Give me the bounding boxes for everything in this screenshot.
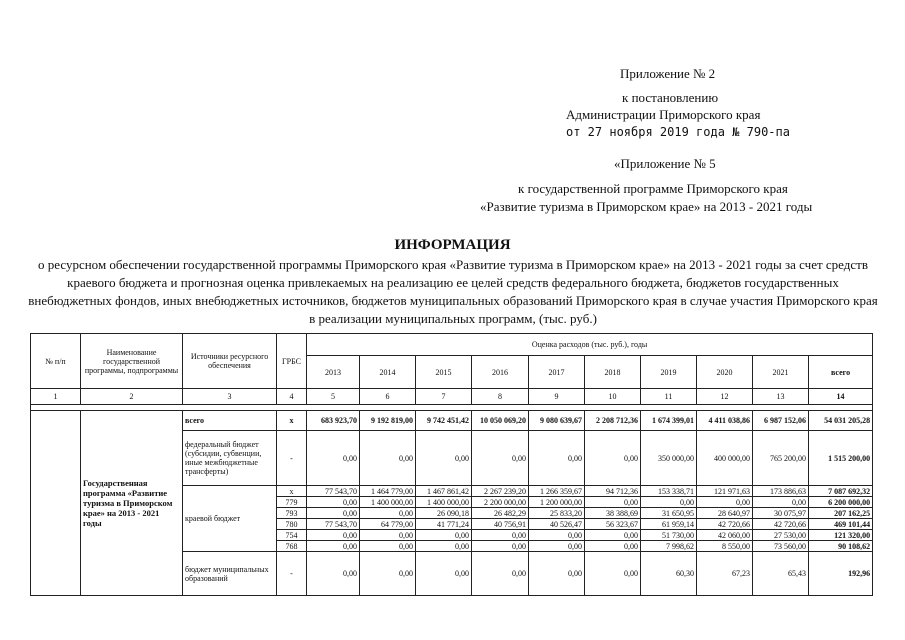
grbs-cell: - — [277, 552, 307, 596]
header-year: 2019 — [641, 356, 697, 389]
value-cell: 9 080 639,67 — [529, 411, 585, 431]
value-cell: 121 320,00 — [809, 530, 873, 541]
value-cell: 2 200 000,00 — [472, 497, 529, 508]
grbs-cell: 754 — [277, 530, 307, 541]
value-cell: 2 267 239,20 — [472, 486, 529, 497]
header-year: 2018 — [585, 356, 641, 389]
source-cell: всего — [183, 411, 277, 431]
value-cell: 0,00 — [416, 431, 472, 486]
source-cell: федеральный бюджет (субсидии, субвенции, иные межбюджетные трансферты) — [183, 431, 277, 486]
appendix-5-label: «Приложение № 5 — [614, 156, 716, 171]
header-year: 2015 — [416, 356, 472, 389]
value-cell: 207 162,25 — [809, 508, 873, 519]
value-cell: 469 101,44 — [809, 519, 873, 530]
value-cell: 0,00 — [416, 541, 472, 552]
document-title: ИНФОРМАЦИЯ — [394, 237, 511, 253]
value-cell: 56 323,67 — [585, 519, 641, 530]
value-cell: 9 742 451,42 — [416, 411, 472, 431]
header-sources: Источники ресурсного обеспечения — [183, 334, 277, 389]
value-cell: 0,00 — [416, 552, 472, 596]
row-number-cell — [31, 411, 81, 596]
value-cell: 0,00 — [472, 530, 529, 541]
administration-label: Администрации Приморского края — [566, 107, 761, 122]
source-cell: краевой бюджет — [183, 486, 277, 552]
grbs-cell: 780 — [277, 519, 307, 530]
col-number: 13 — [753, 389, 809, 405]
header-num: № п/п — [31, 334, 81, 389]
value-cell: 0,00 — [585, 530, 641, 541]
value-cell: 1 464 779,00 — [360, 486, 416, 497]
appendix-2-label: Приложение № 2 — [620, 66, 716, 81]
value-cell: 41 771,24 — [416, 519, 472, 530]
value-cell: 25 833,20 — [529, 508, 585, 519]
header-name: Наименование государственной программы, подпрограммы — [81, 334, 183, 389]
value-cell: 40 756,91 — [472, 519, 529, 530]
source-cell: бюджет муниципальных образований — [183, 552, 277, 596]
value-cell: 0,00 — [360, 508, 416, 519]
value-cell: 42 060,00 — [697, 530, 753, 541]
value-cell: 0,00 — [585, 431, 641, 486]
to-resolution-label: к постановлению — [622, 90, 719, 105]
grbs-cell: 779 — [277, 497, 307, 508]
value-cell: 765 200,00 — [753, 431, 809, 486]
value-cell: 27 530,00 — [753, 530, 809, 541]
header-estimate: Оценка расходов (тыс. руб.), годы — [307, 334, 873, 356]
value-cell: 683 923,70 — [307, 411, 360, 431]
value-cell: 0,00 — [472, 541, 529, 552]
value-cell: 42 720,66 — [697, 519, 753, 530]
value-cell: 0,00 — [641, 497, 697, 508]
value-cell: 0,00 — [307, 431, 360, 486]
value-cell: 9 192 819,00 — [360, 411, 416, 431]
value-cell: 6 987 152,06 — [753, 411, 809, 431]
value-cell: 173 886,63 — [753, 486, 809, 497]
header-total: всего — [809, 356, 873, 389]
value-cell: 1 266 359,67 — [529, 486, 585, 497]
value-cell: 0,00 — [360, 541, 416, 552]
document-description: о ресурсном обеспечении государственной программы Приморского края «Развитие туризма в Приморском крае» на 2013 - 2021 годы за счет средств краевого бюджета и прогнозная оценка привлекаемых на реализацию ее целей средств федерального бюджета, бюджетов государственных внебюджетных фондов, иных внебюджетных источников, бюджетов муниципальных образований Приморского края в случае участия Приморского края в реализации муниципальных программ, (тыс. руб.) — [28, 257, 878, 326]
resource-table — [30, 333, 873, 596]
header-year: 2013 — [307, 356, 360, 389]
value-cell: 7 998,62 — [641, 541, 697, 552]
value-cell: 153 338,71 — [641, 486, 697, 497]
value-cell: 0,00 — [307, 530, 360, 541]
program-name-cell: Государственная программа «Развитие туризма в Приморском крае» на 2013 - 2021 годы — [81, 411, 183, 596]
value-cell: 73 560,00 — [753, 541, 809, 552]
value-cell: 350 000,00 — [641, 431, 697, 486]
col-number: 7 — [416, 389, 472, 405]
value-cell: 40 526,47 — [529, 519, 585, 530]
value-cell: 60,30 — [641, 552, 697, 596]
value-cell: 10 050 069,20 — [472, 411, 529, 431]
grbs-cell: - — [277, 431, 307, 486]
value-cell: 1 400 000,00 — [416, 497, 472, 508]
grbs-cell: x — [277, 411, 307, 431]
value-cell: 0,00 — [307, 541, 360, 552]
value-cell: 67,23 — [697, 552, 753, 596]
value-cell: 31 650,95 — [641, 508, 697, 519]
value-cell: 0,00 — [360, 431, 416, 486]
value-cell: 0,00 — [697, 497, 753, 508]
value-cell: 4 411 038,86 — [697, 411, 753, 431]
header-year: 2021 — [753, 356, 809, 389]
value-cell: 51 730,00 — [641, 530, 697, 541]
col-number: 8 — [472, 389, 529, 405]
date-number-label: от 27 ноября 2019 года № 790-па — [566, 125, 790, 139]
value-cell: 77 543,70 — [307, 486, 360, 497]
col-number: 10 — [585, 389, 641, 405]
value-cell: 0,00 — [472, 552, 529, 596]
program-name-label: «Развитие туризма в Приморском крае» на 2013 - 2021 годы — [480, 199, 813, 214]
value-cell: 0,00 — [585, 541, 641, 552]
value-cell: 54 031 205,28 — [809, 411, 873, 431]
value-cell: 0,00 — [472, 431, 529, 486]
col-number: 12 — [697, 389, 753, 405]
col-number: 2 — [81, 389, 183, 405]
value-cell: 0,00 — [360, 530, 416, 541]
value-cell: 0,00 — [529, 541, 585, 552]
value-cell: 0,00 — [753, 497, 809, 508]
value-cell: 1 674 399,01 — [641, 411, 697, 431]
value-cell: 65,43 — [753, 552, 809, 596]
value-cell: 2 208 712,36 — [585, 411, 641, 431]
value-cell: 0,00 — [529, 431, 585, 486]
header-year: 2017 — [529, 356, 585, 389]
col-number: 11 — [641, 389, 697, 405]
value-cell: 7 087 692,32 — [809, 486, 873, 497]
grbs-cell: 793 — [277, 508, 307, 519]
value-cell: 30 075,97 — [753, 508, 809, 519]
value-cell: 77 543,70 — [307, 519, 360, 530]
value-cell: 90 108,62 — [809, 541, 873, 552]
value-cell: 0,00 — [585, 497, 641, 508]
value-cell: 0,00 — [307, 552, 360, 596]
value-cell: 1 467 861,42 — [416, 486, 472, 497]
header-year: 2014 — [360, 356, 416, 389]
col-number: 5 — [307, 389, 360, 405]
col-number: 3 — [183, 389, 277, 405]
value-cell: 400 000,00 — [697, 431, 753, 486]
value-cell: 0,00 — [529, 552, 585, 596]
value-cell: 28 640,97 — [697, 508, 753, 519]
col-number: 4 — [277, 389, 307, 405]
header-grbs: ГРБС — [277, 334, 307, 389]
table-row — [31, 411, 873, 431]
grbs-cell: 768 — [277, 541, 307, 552]
grbs-cell: x — [277, 486, 307, 497]
col-number: 6 — [360, 389, 416, 405]
col-number: 9 — [529, 389, 585, 405]
value-cell: 0,00 — [360, 552, 416, 596]
value-cell: 38 388,69 — [585, 508, 641, 519]
col-number: 14 — [809, 389, 873, 405]
value-cell: 26 090,18 — [416, 508, 472, 519]
to-program-label: к государственной программе Приморского края — [518, 181, 788, 196]
value-cell: 1 400 000,00 — [360, 497, 416, 508]
value-cell: 1 200 000,00 — [529, 497, 585, 508]
value-cell: 26 482,29 — [472, 508, 529, 519]
value-cell: 0,00 — [529, 530, 585, 541]
header-year: 2020 — [697, 356, 753, 389]
col-number: 1 — [31, 389, 81, 405]
value-cell: 42 720,66 — [753, 519, 809, 530]
value-cell: 8 550,00 — [697, 541, 753, 552]
value-cell: 61 959,14 — [641, 519, 697, 530]
value-cell: 121 971,63 — [697, 486, 753, 497]
value-cell: 94 712,36 — [585, 486, 641, 497]
value-cell: 64 779,00 — [360, 519, 416, 530]
value-cell: 0,00 — [307, 508, 360, 519]
value-cell: 0,00 — [585, 552, 641, 596]
value-cell: 1 515 200,00 — [809, 431, 873, 486]
value-cell: 0,00 — [416, 530, 472, 541]
header-year: 2016 — [472, 356, 529, 389]
value-cell: 192,96 — [809, 552, 873, 596]
value-cell: 0,00 — [307, 497, 360, 508]
value-cell: 6 200 000,00 — [809, 497, 873, 508]
